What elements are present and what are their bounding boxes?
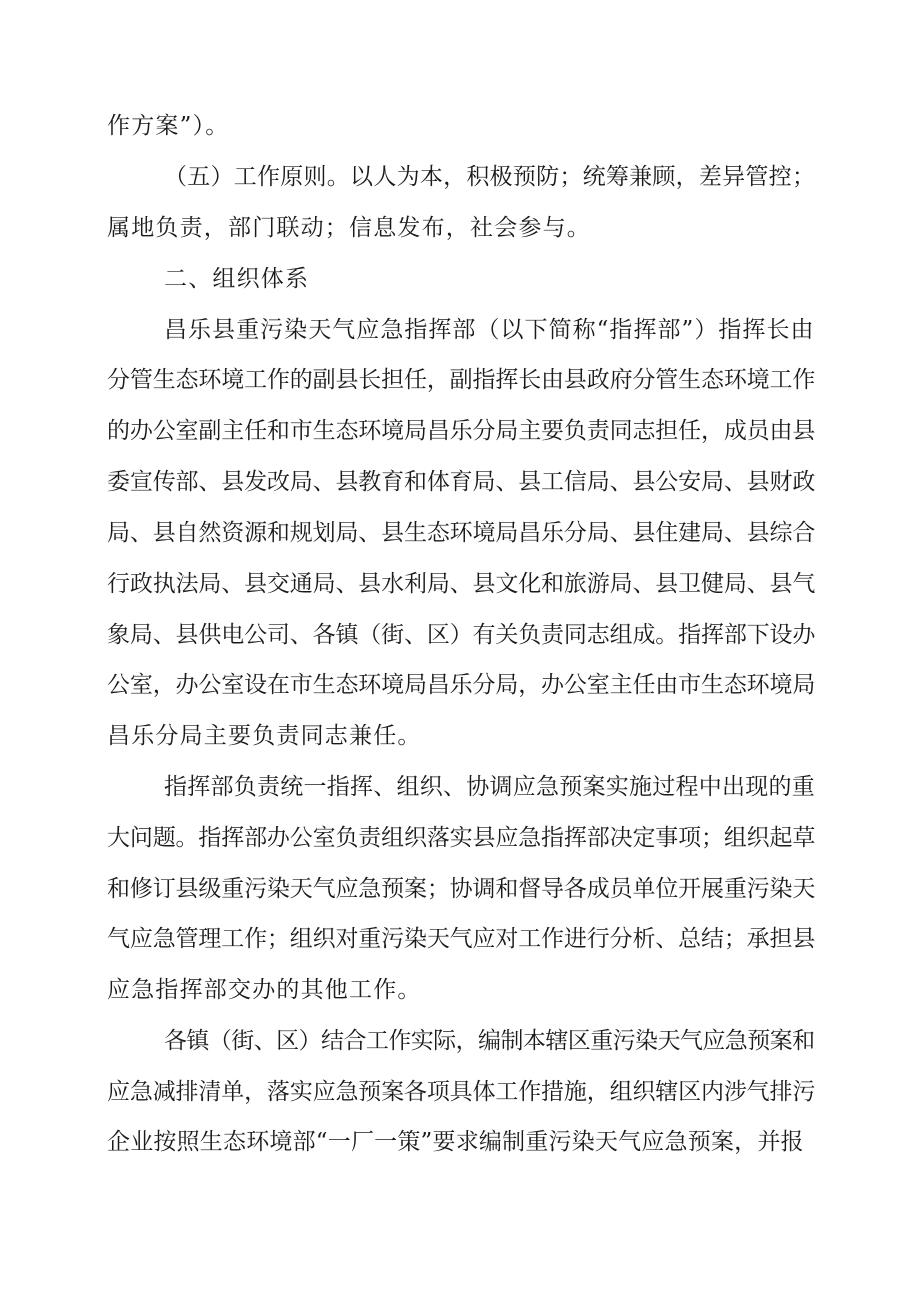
text-line: 委宣传部、县发改局、县教育和体育局、县工信局、县公安局、县财政 bbox=[107, 469, 816, 495]
text-line: 指挥部负责统一指挥、组织、协调应急预案实施过程中出现的重 bbox=[164, 774, 815, 800]
text-line: 象局、县供电公司、各镇（街、区）有关负责同志组成。指挥部下设办 bbox=[107, 622, 816, 648]
text-line: 应急减排清单，落实应急预案各项具体工作措施，组织辖区内涉气排污 bbox=[107, 1079, 816, 1105]
text-line: 局、县自然资源和规划局、县生态环境局昌乐分局、县住建局、县综合 bbox=[107, 520, 816, 546]
text-line: 各镇（街、区）结合工作实际，编制本辖区重污染天气应急预案和 bbox=[164, 1028, 815, 1054]
text-line: 大问题。指挥部办公室负责组织落实县应急指挥部决定事项；组织起草 bbox=[107, 825, 816, 851]
text-line: 昌乐分局主要负责同志兼任。 bbox=[107, 723, 422, 749]
text-line: 公室，办公室设在市生态环境局昌乐分局，办公室主任由市生态环境局 bbox=[107, 672, 816, 698]
text-line: 和修订县级重污染天气应急预案；协调和督导各成员单位开展重污染天 bbox=[107, 876, 816, 902]
text-line: 气应急管理工作；组织对重污染天气应对工作进行分析、总结；承担县 bbox=[107, 926, 816, 952]
text-line: （五）工作原则。以人为本，积极预防；统筹兼顾，差异管控； bbox=[164, 164, 816, 190]
text-line: 企业按照生态环境部“一厂一策”要求编制重污染天气应急预案，并报 bbox=[107, 1129, 804, 1155]
text-line: 作方案”）。 bbox=[107, 113, 230, 139]
text-line: 的办公室副主任和市生态环境局昌乐分局主要负责同志担任，成员由县 bbox=[107, 418, 816, 444]
text-line: 属地负责，部门联动；信息发布，社会参与。 bbox=[107, 215, 591, 241]
text-line: 行政执法局、县交通局、县水利局、县文化和旅游局、县卫健局、县气 bbox=[107, 571, 816, 597]
text-line: 分管生态环境工作的副县长担任，副指挥长由县政府分管生态环境工作 bbox=[107, 367, 816, 393]
text-line: 昌乐县重污染天气应急指挥部（以下简称“指挥部”）指挥长由 bbox=[164, 317, 815, 343]
text-line: 应急指挥部交办的其他工作。 bbox=[107, 977, 422, 1003]
section-heading: 二、组织体系 bbox=[164, 266, 310, 292]
